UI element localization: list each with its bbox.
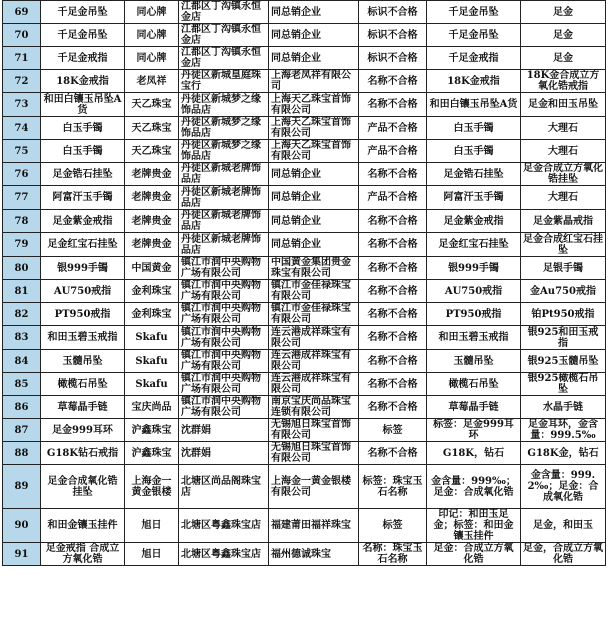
cell-actual-item: 足金 — [521, 24, 606, 47]
cell-actual-item: 水晶手链 — [521, 396, 606, 419]
cell-manufacturer: 镇江市金佳禄珠宝有限公司 — [269, 280, 359, 303]
cell-manufacturer: 福州德诚珠宝 — [269, 543, 359, 566]
cell-brand: Skafu — [125, 326, 179, 350]
cell-product-name: 银999手镯 — [41, 257, 125, 280]
cell-actual-item: 足金 — [521, 47, 606, 70]
table-row — [3, 257, 606, 280]
cell-result: 标签 — [359, 509, 427, 543]
table-row — [3, 396, 606, 419]
cell-manufacturer: 同总销企业 — [269, 1, 359, 24]
cell-result: 名称不合格 — [359, 442, 427, 465]
cell-product-name: 18K金戒指 — [41, 70, 125, 93]
cell-labeled-item: 18K金戒指 — [427, 70, 521, 93]
cell-product-name: AU750戒指 — [41, 280, 125, 303]
cell-seller: 丹徒区新城皇庭珠宝行 — [179, 70, 269, 93]
cell-manufacturer: 同总销企业 — [269, 186, 359, 210]
table-row — [3, 442, 606, 465]
table-row — [3, 419, 606, 442]
cell-product-name: 足金紫金戒指 — [41, 210, 125, 233]
cell-actual-item: 18K金合成立方氧化锆戒指 — [521, 70, 606, 93]
cell-product-name: 橄榄石吊坠 — [41, 373, 125, 396]
cell-row-number: 84 — [3, 350, 41, 373]
table-row — [3, 373, 606, 396]
cell-labeled-item: 银999手镯 — [427, 257, 521, 280]
cell-seller: 镇江市润中央购物广场有限公司 — [179, 350, 269, 373]
cell-labeled-item: 草莓晶手链 — [427, 396, 521, 419]
cell-brand: 金利珠宝 — [125, 303, 179, 326]
cell-result: 名称不合格 — [359, 93, 427, 117]
cell-brand: 老牌贵金 — [125, 186, 179, 210]
cell-actual-item: 大理石 — [521, 186, 606, 210]
cell-manufacturer: 上海天乙珠宝首饰有限公司 — [269, 117, 359, 140]
cell-labeled-item: 白玉手镯 — [427, 117, 521, 140]
cell-seller: 丹徒区新城梦之缘饰品店 — [179, 93, 269, 117]
cell-row-number: 90 — [3, 509, 41, 543]
cell-brand: 同心牌 — [125, 1, 179, 24]
table-row — [3, 350, 606, 373]
cell-product-name: 白玉手镯 — [41, 140, 125, 163]
cell-seller: 北塘区尚品阁珠宝店 — [179, 465, 269, 509]
cell-product-name: 草莓晶手链 — [41, 396, 125, 419]
cell-manufacturer: 同总销企业 — [269, 210, 359, 233]
cell-brand: 老牌贵金 — [125, 210, 179, 233]
cell-actual-item: 足金，和田玉 — [521, 509, 606, 543]
cell-result: 名称不合格 — [359, 233, 427, 257]
cell-manufacturer: 同总销企业 — [269, 233, 359, 257]
table-row — [3, 303, 606, 326]
cell-brand: 中国黄金 — [125, 257, 179, 280]
cell-row-number: 88 — [3, 442, 41, 465]
cell-brand: 老牌贵金 — [125, 163, 179, 186]
cell-actual-item: G18K金，钻石 — [521, 442, 606, 465]
cell-actual-item: 大理石 — [521, 140, 606, 163]
table-row — [3, 509, 606, 543]
table-row — [3, 233, 606, 257]
cell-labeled-item: 阿富汗玉手镯 — [427, 186, 521, 210]
cell-actual-item: 银925玉髓吊坠 — [521, 350, 606, 373]
cell-actual-item: 金Au750戒指 — [521, 280, 606, 303]
cell-manufacturer: 无锡旭日珠宝首饰有限公司 — [269, 442, 359, 465]
cell-actual-item: 足金紫晶戒指 — [521, 210, 606, 233]
cell-product-name: PT950戒指 — [41, 303, 125, 326]
table-body — [3, 1, 606, 566]
cell-brand: 上海金一黄金银楼 — [125, 465, 179, 509]
cell-seller: 江都区丁沟镇永恒金店 — [179, 1, 269, 24]
cell-labeled-item: 标签：足金999耳环 — [427, 419, 521, 442]
cell-brand: 沪鑫珠宝 — [125, 419, 179, 442]
table-row — [3, 1, 606, 24]
cell-brand: 宝庆尚品 — [125, 396, 179, 419]
cell-manufacturer: 上海天乙珠宝首饰有限公司 — [269, 140, 359, 163]
cell-seller: 镇江市润中央购物广场有限公司 — [179, 280, 269, 303]
cell-product-name: 阿富汗玉手镯 — [41, 186, 125, 210]
cell-seller: 镇江市润中央购物广场有限公司 — [179, 373, 269, 396]
cell-row-number: 79 — [3, 233, 41, 257]
cell-product-name: 足金红宝石挂坠 — [41, 233, 125, 257]
table-row — [3, 47, 606, 70]
cell-seller: 丹徒区新城老牌饰品店 — [179, 186, 269, 210]
cell-manufacturer: 福建莆田福祥珠宝 — [269, 509, 359, 543]
cell-labeled-item: 金含量：999‰；足金：合成氧化锆 — [427, 465, 521, 509]
cell-row-number: 91 — [3, 543, 41, 566]
cell-row-number: 80 — [3, 257, 41, 280]
cell-actual-item: 足银手镯 — [521, 257, 606, 280]
cell-product-name: 和田玉碧玉戒指 — [41, 326, 125, 350]
table-row — [3, 70, 606, 93]
cell-product-name: 千足金吊坠 — [41, 1, 125, 24]
cell-seller: 丹徒区新城梦之缘饰品店 — [179, 117, 269, 140]
cell-actual-item: 足金和田玉吊坠 — [521, 93, 606, 117]
cell-actual-item: 金含量：999.2‰；足金：合成氧化锆 — [521, 465, 606, 509]
cell-actual-item: 银925橄榄石吊坠 — [521, 373, 606, 396]
cell-result: 名称不合格 — [359, 163, 427, 186]
cell-actual-item: 银925和田玉戒指 — [521, 326, 606, 350]
cell-row-number: 78 — [3, 210, 41, 233]
cell-manufacturer: 同总销企业 — [269, 47, 359, 70]
cell-row-number: 77 — [3, 186, 41, 210]
cell-seller: 江都区丁沟镇永恒金店 — [179, 47, 269, 70]
cell-row-number: 70 — [3, 24, 41, 47]
cell-product-name: 玉髓吊坠 — [41, 350, 125, 373]
table-row — [3, 543, 606, 566]
cell-result: 标签 — [359, 419, 427, 442]
cell-manufacturer: 连云港成祥珠宝有限公司 — [269, 373, 359, 396]
cell-row-number: 87 — [3, 419, 41, 442]
cell-brand: 沪鑫珠宝 — [125, 442, 179, 465]
cell-actual-item: 铂Pt950戒指 — [521, 303, 606, 326]
cell-product-name: 足金合成氧化锆挂坠 — [41, 465, 125, 509]
cell-brand: 老凤祥 — [125, 70, 179, 93]
cell-labeled-item: 足金紫金戒指 — [427, 210, 521, 233]
cell-result: 名称不合格 — [359, 350, 427, 373]
cell-result: 名称：珠宝玉石名称 — [359, 543, 427, 566]
cell-labeled-item: 和田白镶玉吊坠A货 — [427, 93, 521, 117]
cell-labeled-item: 千足金吊坠 — [427, 1, 521, 24]
cell-seller: 丹徒区新城老牌饰品店 — [179, 210, 269, 233]
table-row — [3, 140, 606, 163]
cell-product-name: 千足金戒指 — [41, 47, 125, 70]
cell-result: 标识不合格 — [359, 1, 427, 24]
cell-brand: 同心牌 — [125, 24, 179, 47]
cell-result: 名称不合格 — [359, 373, 427, 396]
cell-actual-item: 大理石 — [521, 117, 606, 140]
cell-manufacturer: 无锡旭日珠宝首饰有限公司 — [269, 419, 359, 442]
cell-result: 标识不合格 — [359, 47, 427, 70]
cell-row-number: 89 — [3, 465, 41, 509]
cell-actual-item: 足金 — [521, 1, 606, 24]
cell-row-number: 85 — [3, 373, 41, 396]
cell-seller: 沈群娟 — [179, 442, 269, 465]
cell-seller: 丹徒区新城老牌饰品店 — [179, 233, 269, 257]
cell-labeled-item: 千足金吊坠 — [427, 24, 521, 47]
cell-labeled-item: 千足金戒指 — [427, 47, 521, 70]
cell-actual-item: 足金耳环，金含量：999.5‰ — [521, 419, 606, 442]
cell-manufacturer: 上海金一黄金银楼有限公司 — [269, 465, 359, 509]
cell-product-name: 和田金镶玉挂件 — [41, 509, 125, 543]
cell-row-number: 73 — [3, 93, 41, 117]
table-row — [3, 280, 606, 303]
cell-result: 名称不合格 — [359, 257, 427, 280]
cell-result: 产品不合格 — [359, 117, 427, 140]
cell-seller: 江都区丁沟镇永恒金店 — [179, 24, 269, 47]
cell-labeled-item: 和田玉碧玉戒指 — [427, 326, 521, 350]
table-row — [3, 326, 606, 350]
cell-seller: 镇江市润中央购物广场有限公司 — [179, 396, 269, 419]
cell-labeled-item: PT950戒指 — [427, 303, 521, 326]
cell-labeled-item: G18K，钻石 — [427, 442, 521, 465]
recall-table — [2, 0, 606, 566]
cell-labeled-item: 橄榄石吊坠 — [427, 373, 521, 396]
cell-manufacturer: 连云港成祥珠宝有限公司 — [269, 326, 359, 350]
cell-labeled-item: 足金：合成立方氧化锆 — [427, 543, 521, 566]
cell-brand: 天乙珠宝 — [125, 93, 179, 117]
cell-result: 产品不合格 — [359, 186, 427, 210]
cell-seller: 镇江市润中央购物广场有限公司 — [179, 326, 269, 350]
table-row — [3, 24, 606, 47]
cell-result: 标识不合格 — [359, 24, 427, 47]
cell-manufacturer: 同总销企业 — [269, 24, 359, 47]
cell-brand: 同心牌 — [125, 47, 179, 70]
cell-actual-item: 足金合成红宝石挂坠 — [521, 233, 606, 257]
cell-labeled-item: 印记：和田玉足金；标签：和田金镶玉挂件 — [427, 509, 521, 543]
table-row — [3, 210, 606, 233]
cell-product-name: G18K钻石戒指 — [41, 442, 125, 465]
cell-row-number: 74 — [3, 117, 41, 140]
cell-brand: 天乙珠宝 — [125, 117, 179, 140]
cell-brand: 天乙珠宝 — [125, 140, 179, 163]
cell-labeled-item: AU750戒指 — [427, 280, 521, 303]
cell-product-name: 白玉手镯 — [41, 117, 125, 140]
table-row — [3, 465, 606, 509]
cell-brand: 旭日 — [125, 509, 179, 543]
cell-seller: 镇江市润中央购物广场有限公司 — [179, 257, 269, 280]
cell-labeled-item: 白玉手镯 — [427, 140, 521, 163]
cell-brand: 金利珠宝 — [125, 280, 179, 303]
cell-manufacturer: 同总销企业 — [269, 163, 359, 186]
cell-row-number: 83 — [3, 326, 41, 350]
cell-manufacturer: 上海天乙珠宝首饰有限公司 — [269, 93, 359, 117]
cell-product-name: 和田白镶玉吊坠A货 — [41, 93, 125, 117]
table-row — [3, 163, 606, 186]
cell-seller: 镇江市润中央购物广场有限公司 — [179, 303, 269, 326]
cell-product-name: 千足金吊坠 — [41, 24, 125, 47]
cell-result: 产品不合格 — [359, 140, 427, 163]
table-row — [3, 186, 606, 210]
cell-product-name: 足金锆石挂坠 — [41, 163, 125, 186]
cell-labeled-item: 玉髓吊坠 — [427, 350, 521, 373]
cell-manufacturer: 镇江市金佳禄珠宝有限公司 — [269, 303, 359, 326]
cell-actual-item: 足金合成立方氧化锆挂坠 — [521, 163, 606, 186]
cell-row-number: 86 — [3, 396, 41, 419]
cell-product-name: 足金戒指 合成立方氧化锆 — [41, 543, 125, 566]
cell-row-number: 71 — [3, 47, 41, 70]
cell-result: 名称不合格 — [359, 280, 427, 303]
cell-seller: 丹徒区新城梦之缘饰品店 — [179, 140, 269, 163]
cell-labeled-item: 足金红宝石挂坠 — [427, 233, 521, 257]
cell-seller: 北塘区粤鑫珠宝店 — [179, 543, 269, 566]
table-row — [3, 117, 606, 140]
cell-brand: Skafu — [125, 350, 179, 373]
cell-brand: Skafu — [125, 373, 179, 396]
table-row — [3, 93, 606, 117]
cell-seller: 丹徒区新城老牌饰品店 — [179, 163, 269, 186]
cell-manufacturer: 连云港成祥珠宝有限公司 — [269, 350, 359, 373]
cell-row-number: 76 — [3, 163, 41, 186]
cell-row-number: 75 — [3, 140, 41, 163]
cell-row-number: 69 — [3, 1, 41, 24]
cell-result: 名称不合格 — [359, 396, 427, 419]
cell-brand: 老牌贵金 — [125, 233, 179, 257]
cell-seller: 沈群娟 — [179, 419, 269, 442]
cell-result: 名称不合格 — [359, 326, 427, 350]
cell-manufacturer: 南京宝庆尚品珠宝连锁有限公司 — [269, 396, 359, 419]
cell-row-number: 81 — [3, 280, 41, 303]
cell-row-number: 82 — [3, 303, 41, 326]
cell-row-number: 72 — [3, 70, 41, 93]
cell-labeled-item: 足金锆石挂坠 — [427, 163, 521, 186]
cell-manufacturer: 中国黄金集团贵金珠宝有限公司 — [269, 257, 359, 280]
cell-result: 名称不合格 — [359, 303, 427, 326]
cell-brand: 旭日 — [125, 543, 179, 566]
cell-result: 名称不合格 — [359, 70, 427, 93]
cell-actual-item: 足金，合成立方氧化锆 — [521, 543, 606, 566]
cell-product-name: 足金999耳环 — [41, 419, 125, 442]
cell-result: 名称不合格 — [359, 210, 427, 233]
cell-result: 标签：珠宝玉石名称 — [359, 465, 427, 509]
cell-seller: 北塘区粤鑫珠宝店 — [179, 509, 269, 543]
cell-manufacturer: 上海老凤祥有限公司 — [269, 70, 359, 93]
